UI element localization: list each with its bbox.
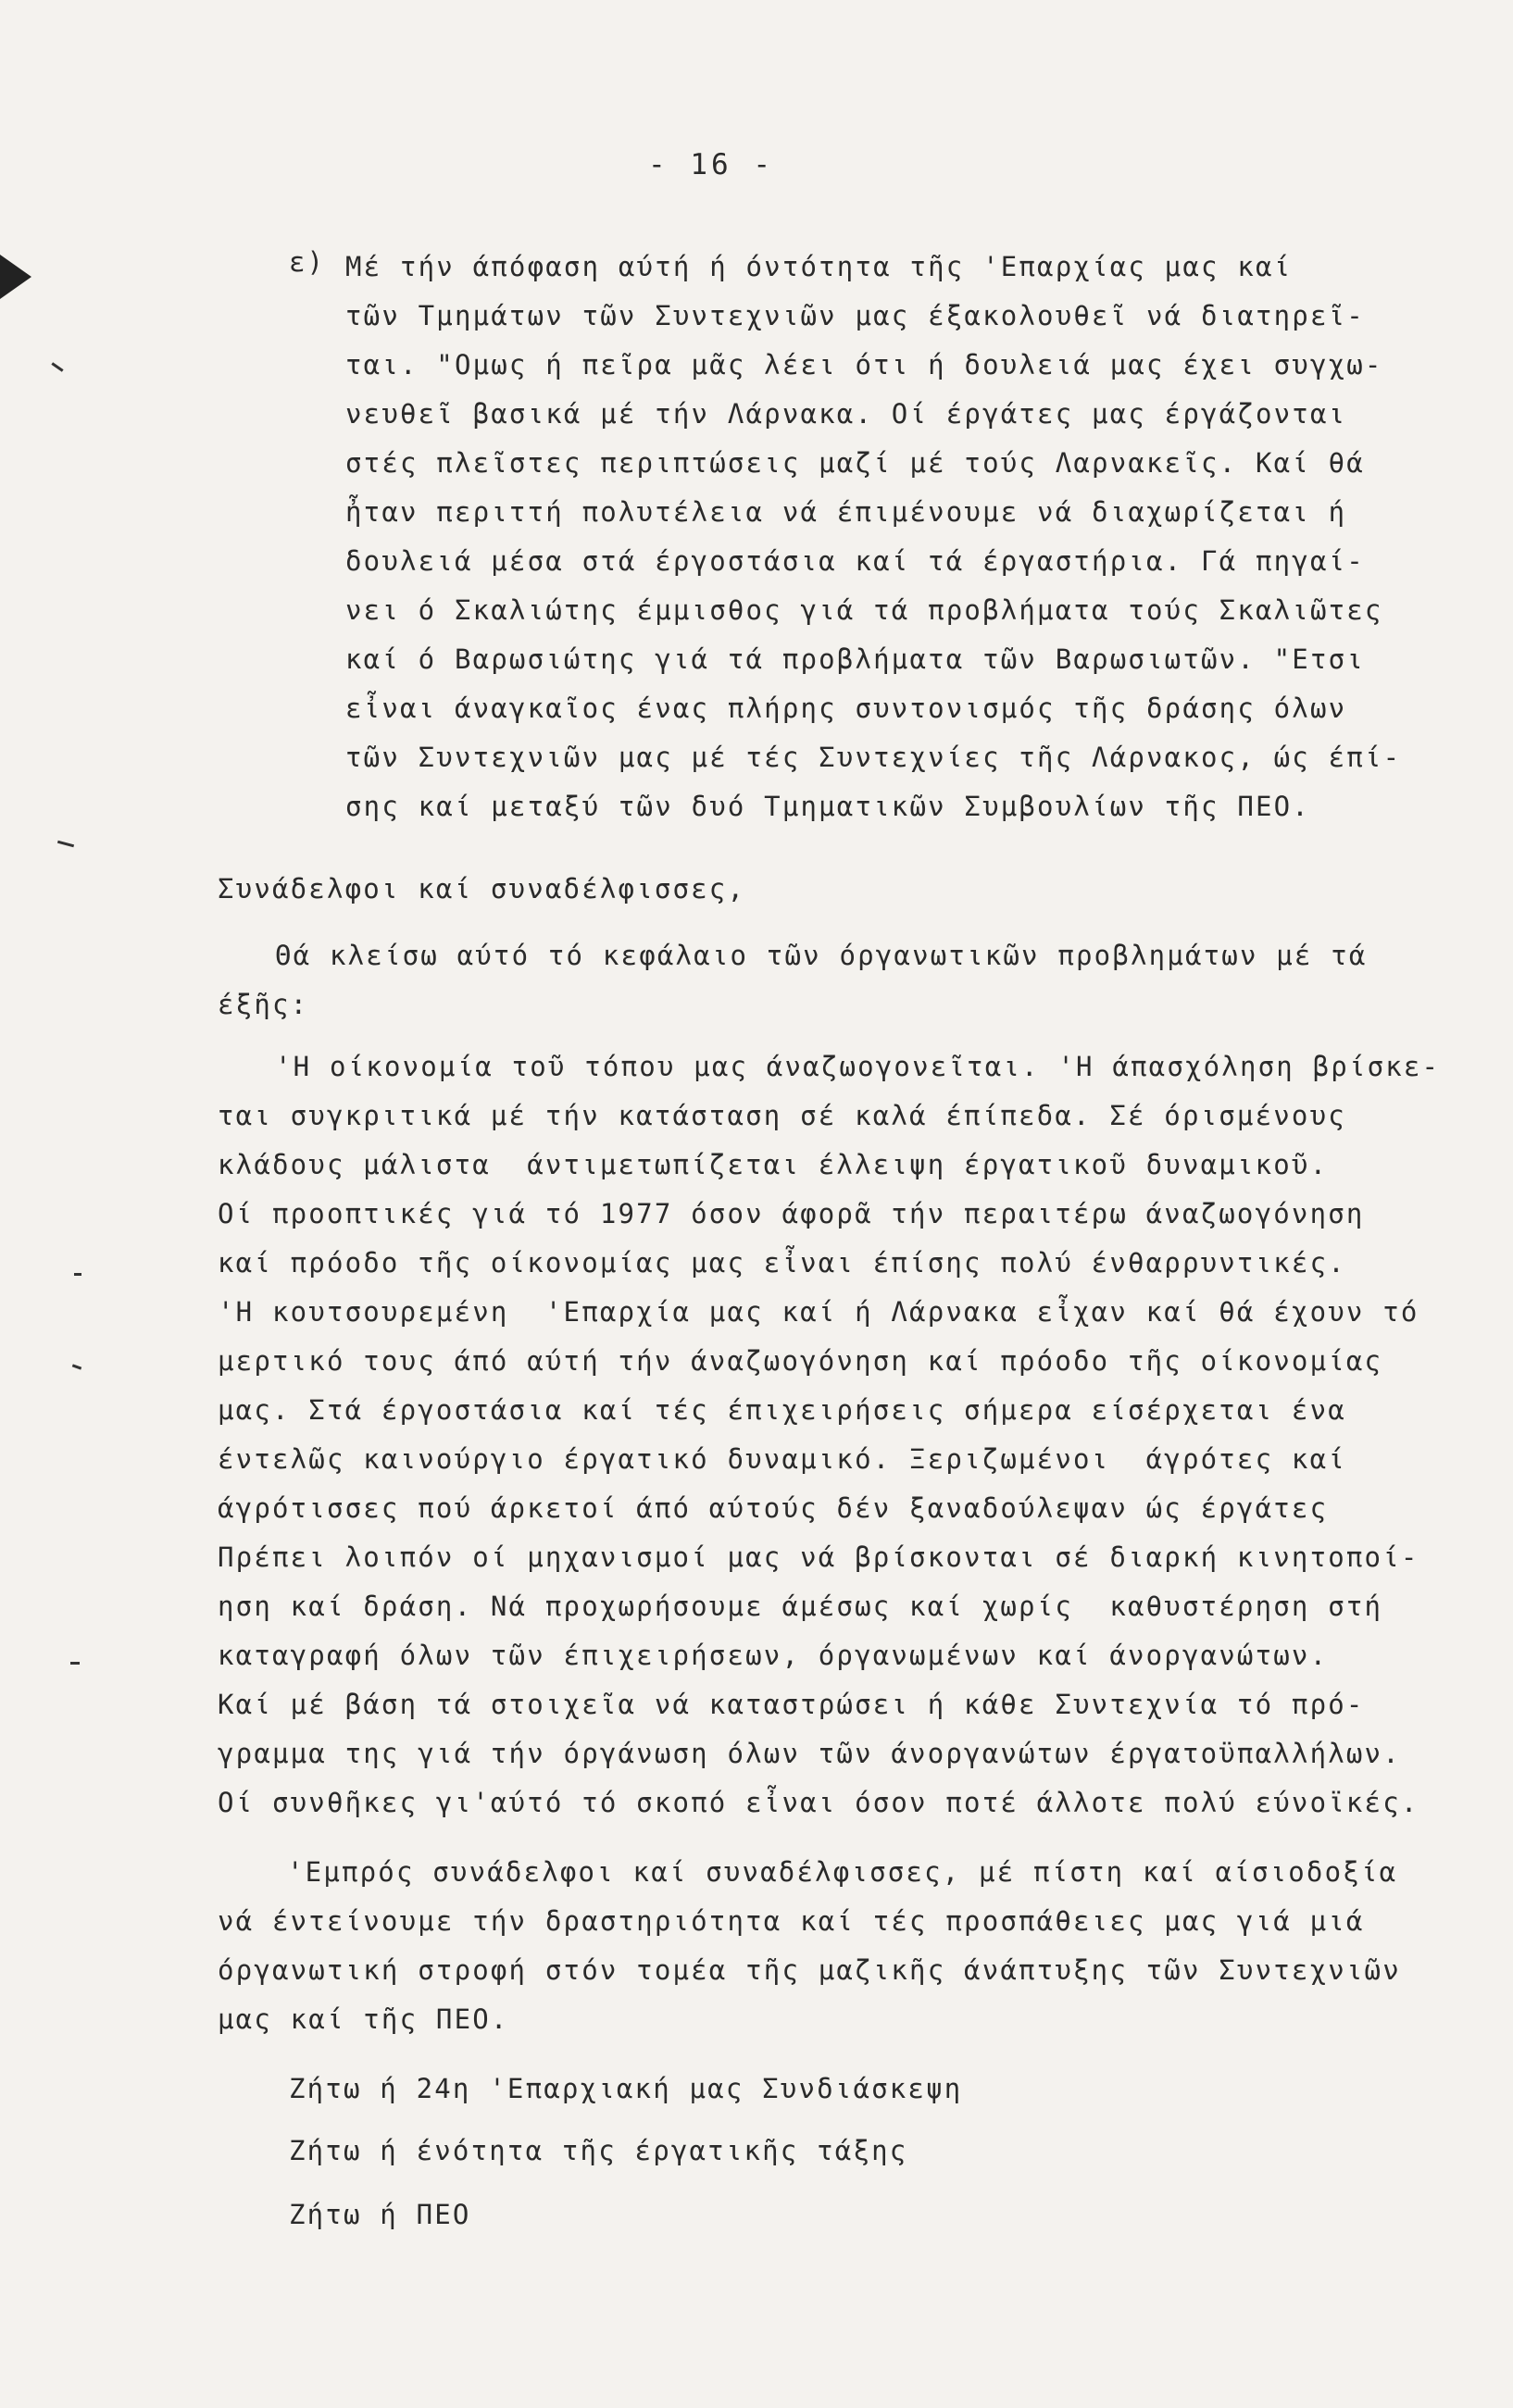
text-line: Οί προοπτικές γιά τό 1977 όσον άφορᾶ τήν περαιτέρω άναζωογόνηση xyxy=(218,1198,1365,1229)
text-line: ηση καί δράση. Νά προχωρήσουμε άμέσως καί χωρίς καθυστέρηση στή xyxy=(218,1591,1383,1622)
text-line: Θά κλείσω αύτό τό κεφάλαιο τῶν όργανωτικῶν προβλημάτων μέ τά xyxy=(275,940,1368,971)
text-line: τῶν Τμημάτων τῶν Συντεχνιῶν μας έξακολουθεῖ νά διατηρεῖ- xyxy=(345,300,1365,331)
text-line: καί πρόοδο τῆς οίκονομίας μας εἶναι έπίσης πολύ ένθαρρυντικές. xyxy=(218,1247,1346,1279)
text-line: μερτικό τους άπό αύτή τήν άναζωογόνηση καί πρόοδο τῆς οίκονομίας xyxy=(218,1345,1383,1377)
text-line: Μέ τήν άπόφαση αύτή ή όντότητα τῆς 'Επαρχίας μας καί xyxy=(345,251,1293,282)
text-line: νευθεῖ βασικά μέ τήν Λάρνακα. Οί έργάτες μας έργάζονται xyxy=(345,398,1347,430)
slogan-line: Ζήτω ή ένότητα τῆς έργατικῆς τάξης xyxy=(289,2135,908,2166)
item-letter: ε) xyxy=(289,246,325,278)
text-line: έντελῶς καινούργιο έργατικό δυναμικό. Ξεριζωμένοι άγρότες καί xyxy=(218,1443,1346,1475)
page-number: - 16 - xyxy=(648,148,774,181)
text-line: 'Η κουτσουρεμένη 'Επαρχία μας καί ή Λάρνακα εἶχαν καί θά έχουν τό xyxy=(218,1296,1419,1328)
text-line: γραμμα της γιά τήν όργάνωση όλων τῶν άνοργανώτων έργατοϋπαλλήλων. xyxy=(218,1738,1401,1769)
slogan-line: Ζήτω ή ΠΕΟ xyxy=(289,2199,471,2230)
text-line: νά έντείνουμε τήν δραστηριότητα καί τές προσπάθειες μας γιά μιά xyxy=(218,1905,1365,1937)
text-line: μας. Στά έργοστάσια καί τές έπιχειρήσεις σήμερα είσέρχεται ένα xyxy=(218,1394,1346,1426)
text-line: εἶναι άναγκαῖος ένας πλήρης συντονισμός τῆς δράσης όλων xyxy=(345,692,1347,724)
text-line: ἦταν περιττή πολυτέλεια νά έπιμένουμε νά διαχωρίζεται ή xyxy=(345,496,1347,528)
text-line: δουλειά μέσα στά έργοστάσια καί τά έργαστήρια. Γά πηγαί- xyxy=(345,545,1365,577)
salutation: Συνάδελφοι καί συναδέλφισσες, xyxy=(218,873,746,905)
text-line: κλάδους μάλιστα άντιμετωπίζεται έλλειψη έργατικοῦ δυναμικοῦ. xyxy=(218,1149,1329,1180)
text-line: άγρότισσες πού άρκετοί άπό αύτούς δέν ξαναδούλεψαν ώς έργάτες xyxy=(218,1492,1329,1524)
text-line: 'Η οίκονομία τοῦ τόπου μας άναζωογονεῖται. 'Η άπασχόληση βρίσκε- xyxy=(275,1051,1441,1082)
text-line: έξῆς: xyxy=(218,989,309,1020)
margin-arrow-mark xyxy=(0,255,31,299)
text-line: ται. "Ομως ή πεῖρα μᾶς λέει ότι ή δουλειά μας έχει συγχω- xyxy=(345,349,1383,381)
text-line: νει ό Σκαλιώτης έμμισθος γιά τά προβλήματα τούς Σκαλιῶτες xyxy=(345,594,1383,626)
text-line: όργανωτική στροφή στόν τομέα τῆς μαζικῆς άνάπτυξης τῶν Συντεχνιῶν xyxy=(218,1954,1401,1986)
text-line: 'Εμπρός συνάδελφοι καί συναδέλφισσες, μέ πίστη καί αίσιοδοξία xyxy=(287,1856,1398,1888)
margin-tick-mark xyxy=(57,841,74,848)
text-line: Πρέπει λοιπόν οί μηχανισμοί μας νά βρίσκονται σέ διαρκή κινητοποί- xyxy=(218,1541,1419,1573)
text-line: καταγραφή όλων τῶν έπιχειρήσεων, όργανωμένων καί άνοργανώτων. xyxy=(218,1640,1329,1671)
margin-tick-mark xyxy=(74,1273,81,1276)
text-line: στές πλεῖστες περιπτώσεις μαζί μέ τούς Λαρνακεῖς. Καί θά xyxy=(345,447,1365,479)
text-line: τῶν Συντεχνιῶν μας μέ τές Συντεχνίες τῆς Λάρνακος, ώς έπί- xyxy=(345,742,1402,773)
margin-tick-mark xyxy=(72,1364,81,1369)
text-line: ται συγκριτικά μέ τήν κατάσταση σέ καλά έπίπεδα. Σέ όρισμένους xyxy=(218,1100,1346,1131)
text-line: μας καί τῆς ΠΕΟ. xyxy=(218,2003,509,2035)
margin-tick-mark xyxy=(70,1662,80,1665)
margin-tick-mark xyxy=(51,362,63,371)
slogan-line: Ζήτω ή 24η 'Επαρχιακή μας Συνδιάσκεψη xyxy=(289,2073,963,2104)
text-line: σης καί μεταξύ τῶν δυό Τμηματικῶν Συμβουλίων τῆς ΠΕΟ. xyxy=(345,791,1310,822)
text-line: Καί μέ βάση τά στοιχεῖα νά καταστρώσει ή κάθε Συντεχνία τό πρό- xyxy=(218,1689,1365,1720)
text-line: καί ό Βαρωσιώτης γιά τά προβλήματα τῶν Βαρωσιωτῶν. "Ετσι xyxy=(345,643,1365,675)
text-line: Οί συνθῆκες γι'αύτό τό σκοπό εἶναι όσον ποτέ άλλοτε πολύ εύνοϊκές. xyxy=(218,1787,1419,1818)
